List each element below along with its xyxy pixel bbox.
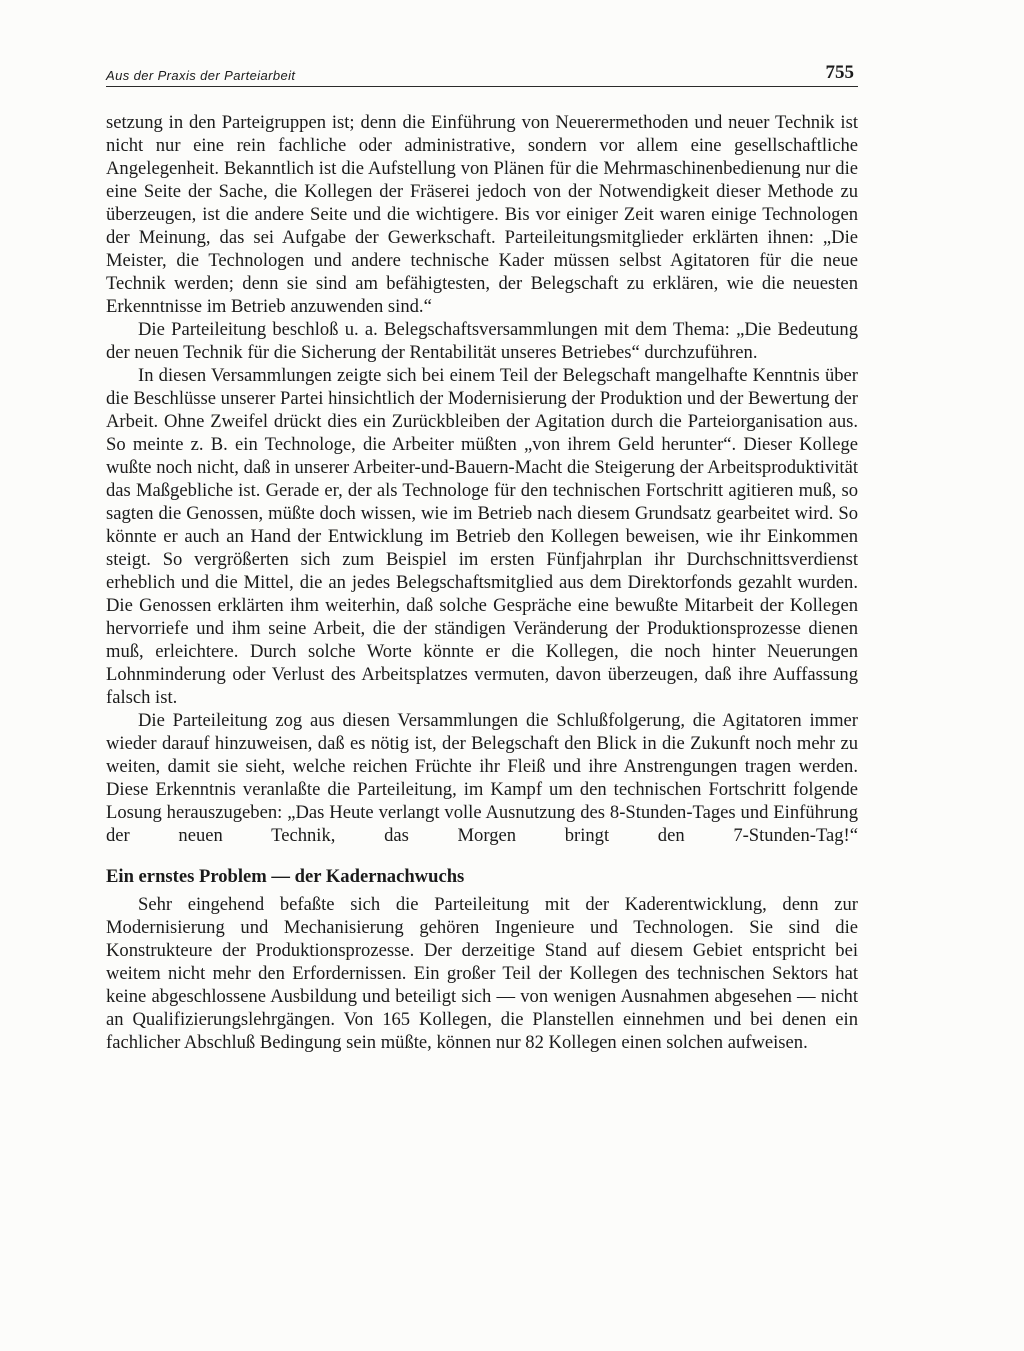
paragraph: In diesen Versammlungen zeigte sich bei einem Teil der Belegschaft mangelhafte Kenntnis über die Beschlüsse unserer Partei hinsichtlich der Modernisierung der Produktion und der Bewertung der Arbeit. Ohne Zweifel drückt dies ein Zurückbleiben der Agitation durch die Parteiorganisation aus. So meinte z. B. ein Technologe, die Arbeiter müßten „von ihrem Geld herunter“. Dieser Kollege wußte noch nicht, daß in unserer Arbeiter-und-Bauern-Macht die Steigerung der Arbeitsproduktivität das Maßgebliche ist. Gerade er, der als Technologe für den technischen Fortschritt agitieren muß, so sagten die Genossen, müßte doch wissen, wie im Betrieb nach diesem Grundsatz gearbeitet wird. So könnte er auch an Hand der Entwicklung im Betrieb den Kollegen beweisen, wie ihr Einkommen steigt. So vergrößerten sich zum Beispiel im ersten Fünfjahrplan ihr Durchschnittsverdienst erheblich und die Mittel, die an jedes Belegschaftsmitglied aus dem Direktorfonds gezahlt wurden. Die Genossen erklärten ihm weiterhin, daß solche Gespräche eine bewußte Mitarbeit der Kollegen hervorriefe und ihm seine Arbeit, die der ständigen Veränderung der Produktionsprozesse dienen muß, erleichtere. Durch solche Worte könnte er die Kollegen, die noch hinter Neuerungen Lohnminderung oder Verlust des Arbeitsplatzes vermuten, davon überzeugen, daß ihre Auffassung falsch ist. (106, 365, 858, 708)
paragraph-continued: setzung in den Parteigruppen ist; denn die Einführung von Neuerermethoden und neuer Technik ist nicht nur eine rein fachliche oder administrative, sondern vor allem eine gesellschaftliche Angelegenheit. Bekanntlich ist die Aufstellung von Plänen für die Mehrmaschinenbedienung nur die eine Seite der Sache, die Kollegen der Fräserei jedoch von der Notwendigkeit dieser Methode zu überzeugen, ist die andere Seite und die wichtigere. Bis vor einiger Zeit waren einige Technologen der Meinung, das sei Aufgabe der Gewerkschaft. Parteileitungsmitglieder erklärten ihnen: „Die Meister, die Technologen und andere technische Kader müssen selbst Agitatoren für die neue Technik werden; denn sie sind am befähigtesten, der Belegschaft zu erklären, wie die neuesten Erkenntnisse im Betrieb anzuwenden sind.“ (106, 112, 858, 317)
paragraph: Die Parteileitung zog aus diesen Versammlungen die Schlußfolgerung, die Agitatoren immer wieder darauf hinzuweisen, daß es nötig ist, der Belegschaft den Blick in die Zukunft noch mehr zu weiten, damit sie sieht, welche reichen Früchte ihr Fleiß und ihre Anstrengungen tragen werden. Diese Erkenntnis veranlaßte die Parteileitung, im Kampf um den technischen Fortschritt folgende Losung herauszugeben: „Das Heute verlangt volle Ausnutzung des 8-Stunden-Tages und Einführung der neuen Technik, das Morgen bringt den 7-Stunden-Tag!“ (106, 710, 858, 846)
document-page (106, 60, 858, 1054)
page-number: 755 (825, 62, 854, 83)
running-title: Aus der Praxis der Parteiarbeit (106, 68, 296, 83)
body-text (106, 111, 858, 1054)
section-heading: Ein ernstes Problem — der Kadernachwuchs (106, 866, 465, 887)
paragraph: Die Parteileitung beschloß u. a. Belegschaftsversammlungen mit dem Thema: „Die Bedeutung der neuen Technik für die Sicherung der Rentabilität unseres Betriebes“ durchzuführen. (106, 319, 858, 363)
section-paragraph: Sehr eingehend befaßte sich die Parteileitung mit der Kaderentwicklung, denn zur Modernisierung und Mechanisierung gehören Ingenieure und Technologen. Sie sind die Konstrukteure der Produktionsprozesse. Der derzeitige Stand auf diesem Gebiet entspricht bei weitem nicht mehr den Erfordernissen. Ein großer Teil der Kollegen des technischen Sektors hat keine abgeschlossene Ausbildung und beteiligt sich — von wenigen Ausnahmen abgesehen — nicht an Qualifizierungslehrgängen. Von 165 Kollegen, die Planstellen einnehmen und bei denen ein fachlicher Abschluß Bedingung sein müßte, können nur 82 Kollegen einen solchen aufweisen. (106, 894, 858, 1053)
running-head (106, 60, 858, 87)
